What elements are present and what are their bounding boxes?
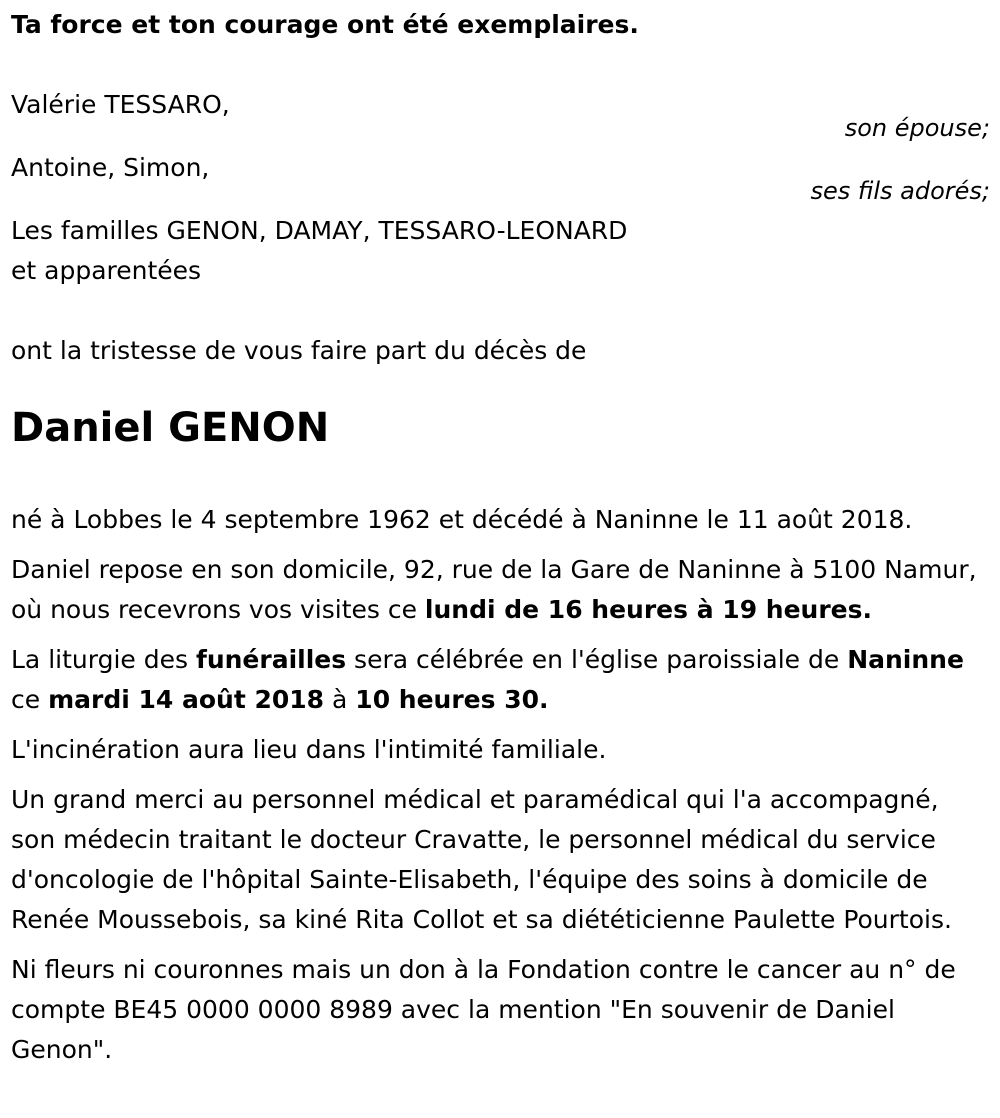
- obituary-body: [11, 500, 986, 1080]
- families-line-1: Les familles GENON, DAMAY, TESSARO-LEONARD: [11, 216, 628, 245]
- funeral-location: Naninne: [847, 645, 964, 674]
- funeral-text-2: sera célébrée en l'église paroissiale de: [346, 645, 848, 674]
- sons-relation: ses fils adorés;: [810, 177, 990, 205]
- birth-death-paragraph: né à Lobbes le 4 septembre 1962 et décédé à Naninne le 11 août 2018.: [11, 505, 913, 534]
- thanks-paragraph: Un grand merci au personnel médical et paramédical qui l'a accompagné, son médecin traitant le docteur Cravatte, le personnel médical du service d'oncologie de l'hôpital Sainte-Elisabeth, l'équipe des soins à domicile de Renée Moussebois, sa kiné Rita Collot et sa diététicienne Paulette Pourtois.: [11, 785, 952, 934]
- funeral-date: mardi 14 août 2018: [48, 685, 325, 714]
- funeral-word: funérailles: [195, 645, 347, 674]
- visitation-paragraph: [11, 550, 986, 630]
- visitation-time: lundi de 16 heures à 19 heures.: [424, 595, 873, 624]
- announcement: ont la tristesse de vous faire part du décès de: [11, 336, 587, 365]
- funeral-text-4: à: [324, 685, 356, 714]
- cremation-paragraph: L'incinération aura lieu dans l'intimité familiale.: [11, 735, 607, 764]
- funeral-paragraph: [11, 640, 986, 720]
- funeral-time: 10 heures 30.: [355, 685, 549, 714]
- donation-paragraph: Ni fleurs ni couronnes mais un don à la Fondation contre le cancer au n° de compte BE45 0000 0000 8989 avec la mention "En souvenir de Daniel Genon".: [11, 955, 956, 1064]
- families-line-2: et apparentées: [11, 256, 202, 285]
- motto: Ta force et ton courage ont été exemplaires.: [11, 10, 639, 39]
- funeral-text-3: ce: [11, 685, 49, 714]
- deceased-name: Daniel GENON: [11, 405, 330, 451]
- funeral-text-1: La liturgie des: [11, 645, 196, 674]
- wife-name: Valérie TESSARO,: [11, 90, 230, 119]
- visitation-text: Daniel repose en son domicile, 92, rue de la Gare de Naninne à 5100 Namur, où nous recevrons vos visites ce: [11, 555, 977, 624]
- sons-names: Antoine, Simon,: [11, 153, 210, 182]
- wife-relation: son épouse;: [844, 114, 990, 142]
